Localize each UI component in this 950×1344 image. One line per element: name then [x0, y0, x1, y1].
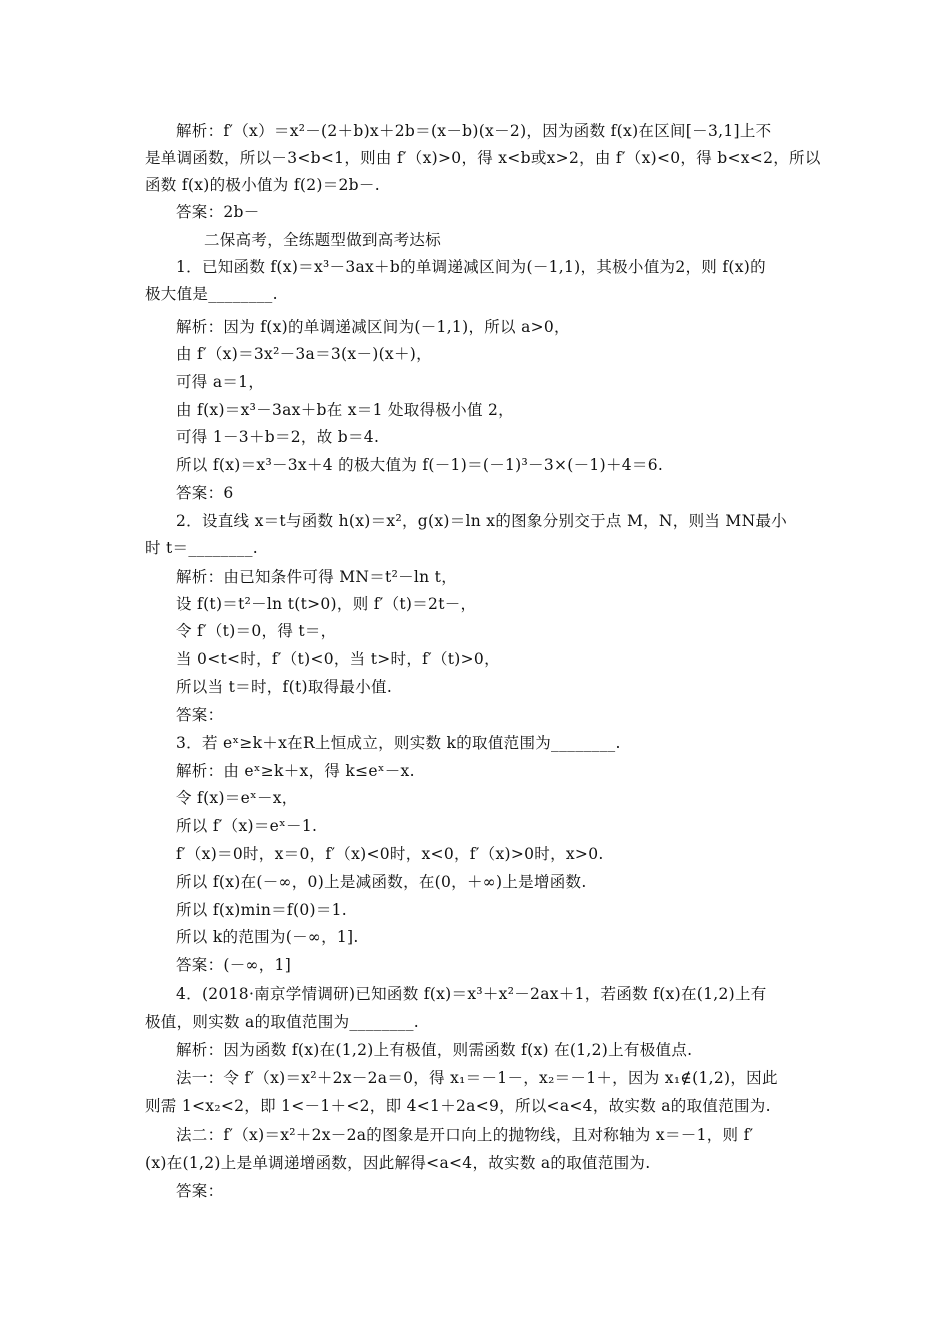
text-line: 所以 f(x)＝x³－3x＋4 的极大值为 f(－1)＝(－1)³－3×(－1)＋4＝6. [176, 456, 664, 474]
text-line: 法二：f′（x)＝x²＋2x－2a的图象是开口向上的抛物线，且对称轴为 x＝－1，则 f′ [176, 1126, 754, 1144]
question-3: 3．若 eˣ≥k＋x在R上恒成立，则实数 k的取值范围为________. [176, 734, 621, 752]
text-line: 极值，则实数 a的取值范围为________. [145, 1013, 419, 1031]
text-line: 则需 1<x₂<2，即 1<－1＋<2，即 4<1＋2a<9，所以<a<4，故实数 a的取值范围为. [145, 1097, 771, 1115]
text-line: 令 f′（t)＝0，得 t＝， [176, 622, 337, 640]
text-line: (x)在(1,2)上是单调递增函数，因此解得<a<4，故实数 a的取值范围为. [145, 1154, 651, 1172]
text-line: 所以 k的范围为(－∞，1]. [176, 928, 359, 946]
text-line: 极大值是________. [145, 285, 278, 303]
text-line: 法一：令 f′（x)＝x²＋2x－2a＝0，得 x₁＝－1－，x₂＝－1＋，因为 x₁∉(1,2)，因此 [176, 1069, 778, 1087]
text-line: 由 f(x)＝x³－3ax＋b在 x＝1 处取得极小值 2， [176, 401, 514, 419]
answer-line: 答案： [176, 706, 224, 724]
question-1: 1．已知函数 f(x)＝x³－3ax＋b的单调递减区间为(－1,1)，其极小值为2，则 f(x)的 [176, 258, 766, 276]
text-line: 当 0<t<时，f′（t)<0，当 t>时，f′（t)>0， [176, 650, 500, 668]
text-line: f′（x)＝0时，x＝0，f′（x)<0时，x<0，f′（x)>0时，x>0. [176, 845, 604, 863]
text-line: 解析：由已知条件可得 MN＝t²－ln t， [176, 568, 457, 586]
answer-line: 答案： [176, 1182, 224, 1200]
text-line: 所以当 t＝时，f(t)取得最小值. [176, 678, 393, 696]
text-line: 可得 a＝1， [176, 373, 265, 391]
answer-line: 答案：6 [176, 484, 234, 502]
text-line: 由 f′（x)＝3x²－3a＝3(x－)(x＋)， [176, 345, 432, 363]
answer-line: 答案：(－∞，1] [176, 956, 292, 974]
text-line: 令 f(x)＝eˣ－x， [176, 789, 298, 807]
section-heading: 二保高考，全练题型做到高考达标 [204, 231, 442, 249]
text-line: 解析：由 eˣ≥k＋x，得 k≤eˣ－x. [176, 762, 415, 780]
text-line: 解析：因为 f(x)的单调递减区间为(－1,1)，所以 a>0， [176, 318, 570, 336]
text-line: 解析：f′（x）＝x²－(2＋b)x＋2b＝(x－b)(x－2)，因为函数 f(x)在区间[－3,1]上不 [176, 122, 772, 140]
text-line: 时 t＝________. [145, 539, 258, 557]
text-line: 所以 f′（x)＝eˣ－1. [176, 817, 318, 835]
text-line: 所以 f(x)在(－∞，0)上是减函数，在(0，＋∞)上是增函数. [176, 873, 587, 891]
text-line: 所以 f(x)min＝f(0)＝1. [176, 901, 348, 919]
answer-line: 答案：2b－ [176, 203, 260, 221]
text-line: 函数 f(x)的极小值为 f(2)＝2b－. [145, 176, 380, 194]
text-line: 解析：因为函数 f(x)在(1,2)上有极值，则需函数 f(x) 在(1,2)上有极值点. [176, 1041, 693, 1059]
text-line: 设 f(t)＝t²－ln t(t>0)，则 f′（t)＝2t－， [176, 595, 477, 613]
question-2: 2．设直线 x＝t与函数 h(x)＝x²，g(x)＝ln x的图象分别交于点 M，N，则当 MN最小 [176, 512, 788, 530]
question-4: 4．(2018·南京学情调研)已知函数 f(x)＝x³＋x²－2ax＋1，若函数 f(x)在(1,2)上有 [176, 985, 767, 1003]
text-line: 是单调函数，所以－3<b<1，则由 f′（x)>0，得 x<b或x>2，由 f′（x)<0，得 b<x<2，所以 [145, 149, 821, 167]
text-line: 可得 1－3＋b＝2，故 b＝4. [176, 428, 380, 446]
